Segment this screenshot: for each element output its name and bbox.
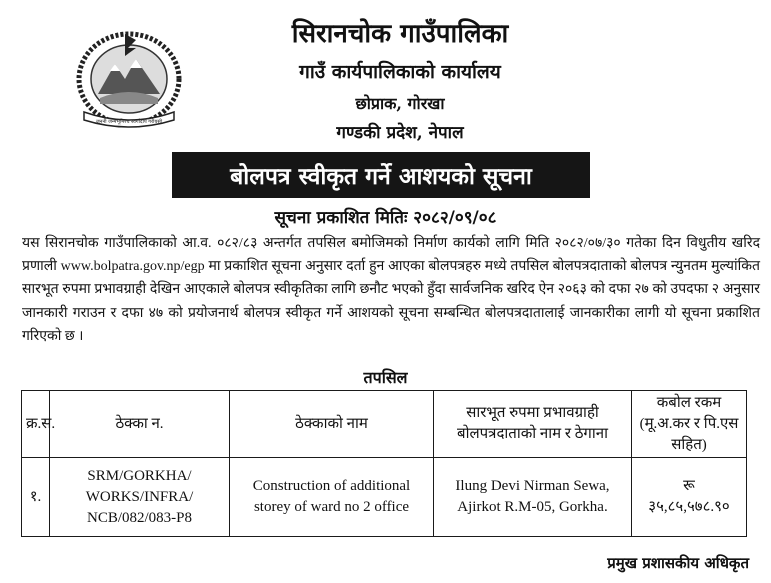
- notice-title: बोलपत्र स्वीकृत गर्ने आशयको सूचना: [172, 152, 590, 198]
- header-contract-name: ठेक्काको नाम: [230, 391, 434, 458]
- header-bidder: सारभूत रुपमा प्रभावग्राही बोलपत्रदाताको नाम र ठेगाना: [434, 391, 632, 458]
- table-header-row: [22, 391, 747, 458]
- schedule-title: तपसिल: [363, 368, 408, 387]
- table-row: [22, 458, 747, 537]
- cell-contract-no: SRM/GORKHA/ WORKS/INFRA/ NCB/082/083-P8: [50, 458, 230, 537]
- published-date: सूचना प्रकाशित मितिः २०८२/०९/०८: [274, 208, 497, 228]
- province-name: गण्डकी प्रदेश, नेपाल: [336, 123, 464, 143]
- amount-value: ३५,८५,५७८.९०: [648, 499, 730, 515]
- notice-body: यस सिरानचोक गाउँपालिकाको आ.व. ०८२/८३ अन्तर्गत तपसिल बमोजिमको निर्माण कार्यको लागि मिति २०८२/०७/३० गतेका दिन विधुतीय खरिद प्रणाली www.bolpatra.gov.np/egp मा प्रकाशित सूचना अनुसार दर्ता हुन आएका बोलपत्रहरु मध्ये तपसिल बोलपत्रदाताको बोलपत्र न्युनतम मुल्यांकित सारभूत रुपमा प्रभावग्राही देखिन आएकाले बोलपत्र स्वीकृतिका लागि छनौट भएको हुँदा सार्वजनिक खरिद ऐन २०६३ को दफा २७ को उपदफा २ अनुसार जानकारी गराउन र दफा ४७ को प्रयोजनार्थ बोलपत्र स्वीकृत गर्ने आशयको सूचना सम्बन्धित बोलपत्रदातालाई जानकारीका लागी यो सूचना प्रकाशित गरिएको छ ।: [22, 236, 760, 344]
- municipality-name: सिरानचोक गाउँपालिका: [291, 19, 509, 49]
- header-bid-amount: कबोल रकम (मू.अ.कर र पि.एस सहित): [632, 391, 747, 458]
- header-serial-no: क्र.स.: [22, 391, 50, 458]
- office-name: गाउँ कार्यपालिकाको कार्यालय: [299, 61, 501, 83]
- amount-currency: रू: [683, 478, 695, 494]
- header-contract-no: ठेक्का न.: [50, 391, 230, 458]
- cell-bid-amount: [632, 458, 747, 537]
- signatory-title: प्रमुख प्रशासकीय अधिकृत: [607, 554, 749, 572]
- cell-contract-name: Construction of additional storey of ward no 2 office: [230, 458, 434, 537]
- award-table: [21, 390, 747, 537]
- office-location: छोप्राक, गोरखा: [355, 94, 445, 113]
- nepal-emblem-icon: [70, 24, 188, 134]
- svg-text:जननी जन्मभूमिश्च स्वर्गादपि गर: जननी जन्मभूमिश्च स्वर्गादपि गरीयसी: [95, 119, 163, 125]
- cell-serial-no: १.: [22, 458, 50, 537]
- cell-bidder: Ilung Devi Nirman Sewa, Ajirkot R.M-05, Gorkha.: [434, 458, 632, 537]
